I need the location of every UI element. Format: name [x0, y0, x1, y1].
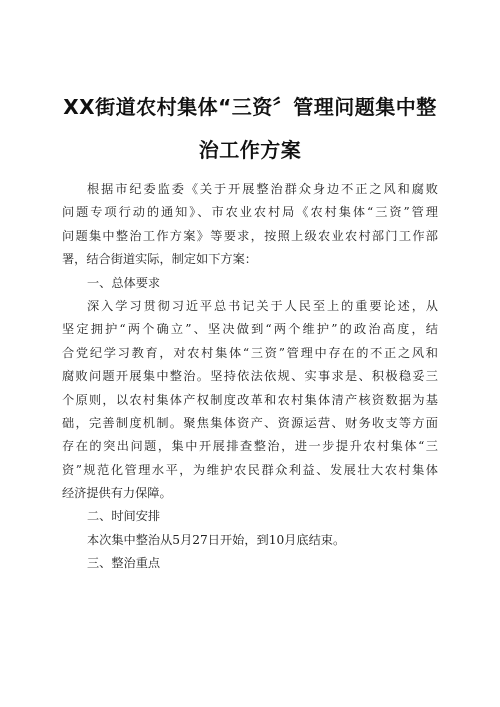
section-heading: 二、时间安排	[87, 509, 161, 524]
paragraph-line: 深入学习贯彻习近平总书记关于人民至上的重要论述，从	[87, 298, 438, 313]
paragraph-line: 资”规范化管理水平，为维护农民群众利益、发展壮大农村集体	[62, 462, 438, 477]
paragraph-line: 腐败问题开展集中整治。坚持依法依规、实事求是、积极稳妥三	[62, 369, 438, 384]
paragraph-line: 问题集中整治工作方案》等要求，按照上级农业农村部门工作部	[62, 228, 438, 243]
document-title-line-1: XX街道农村集体“三资〞管理问题集中整	[63, 95, 437, 119]
section-heading: 一、总体要求	[87, 275, 161, 290]
document-title-line-2: 治工作方案	[198, 138, 302, 162]
paragraph-line: 合党纪学习教育，对农村集体“三资”管理中存在的不正之风和	[62, 345, 438, 360]
section-heading: 三、整治重点	[87, 556, 161, 571]
paragraph-line: 存在的突出问题，集中开展排查整治，进一步提升农村集体“三	[62, 439, 438, 454]
paragraph-line: 础，完善制度机制。聚焦集体资产、资源运营、财务收支等方面	[62, 415, 438, 430]
paragraph-line: 问题专项行动的通知》、市农业农村局《农村集体“三资”管理	[62, 205, 438, 220]
paragraph-line: 署，结合街道实际，制定如下方案：	[62, 252, 257, 267]
paragraph-line: 经济提供有力保障。	[62, 486, 172, 501]
paragraph-line: 本次集中整治从5月27日开始，到10月底结束。	[87, 532, 346, 547]
document-body	[62, 178, 438, 576]
paragraph-line: 个原则，以农村集体产权制度改革和农村集体清产核资数据为基	[62, 392, 438, 407]
paragraph-line: 坚定拥护“两个确立”、坚决做到“两个维护”的政治高度，结	[62, 322, 438, 337]
paragraph-line: 根据市纪委监委《关于开展整治群众身边不正之风和腐败	[87, 182, 438, 196]
